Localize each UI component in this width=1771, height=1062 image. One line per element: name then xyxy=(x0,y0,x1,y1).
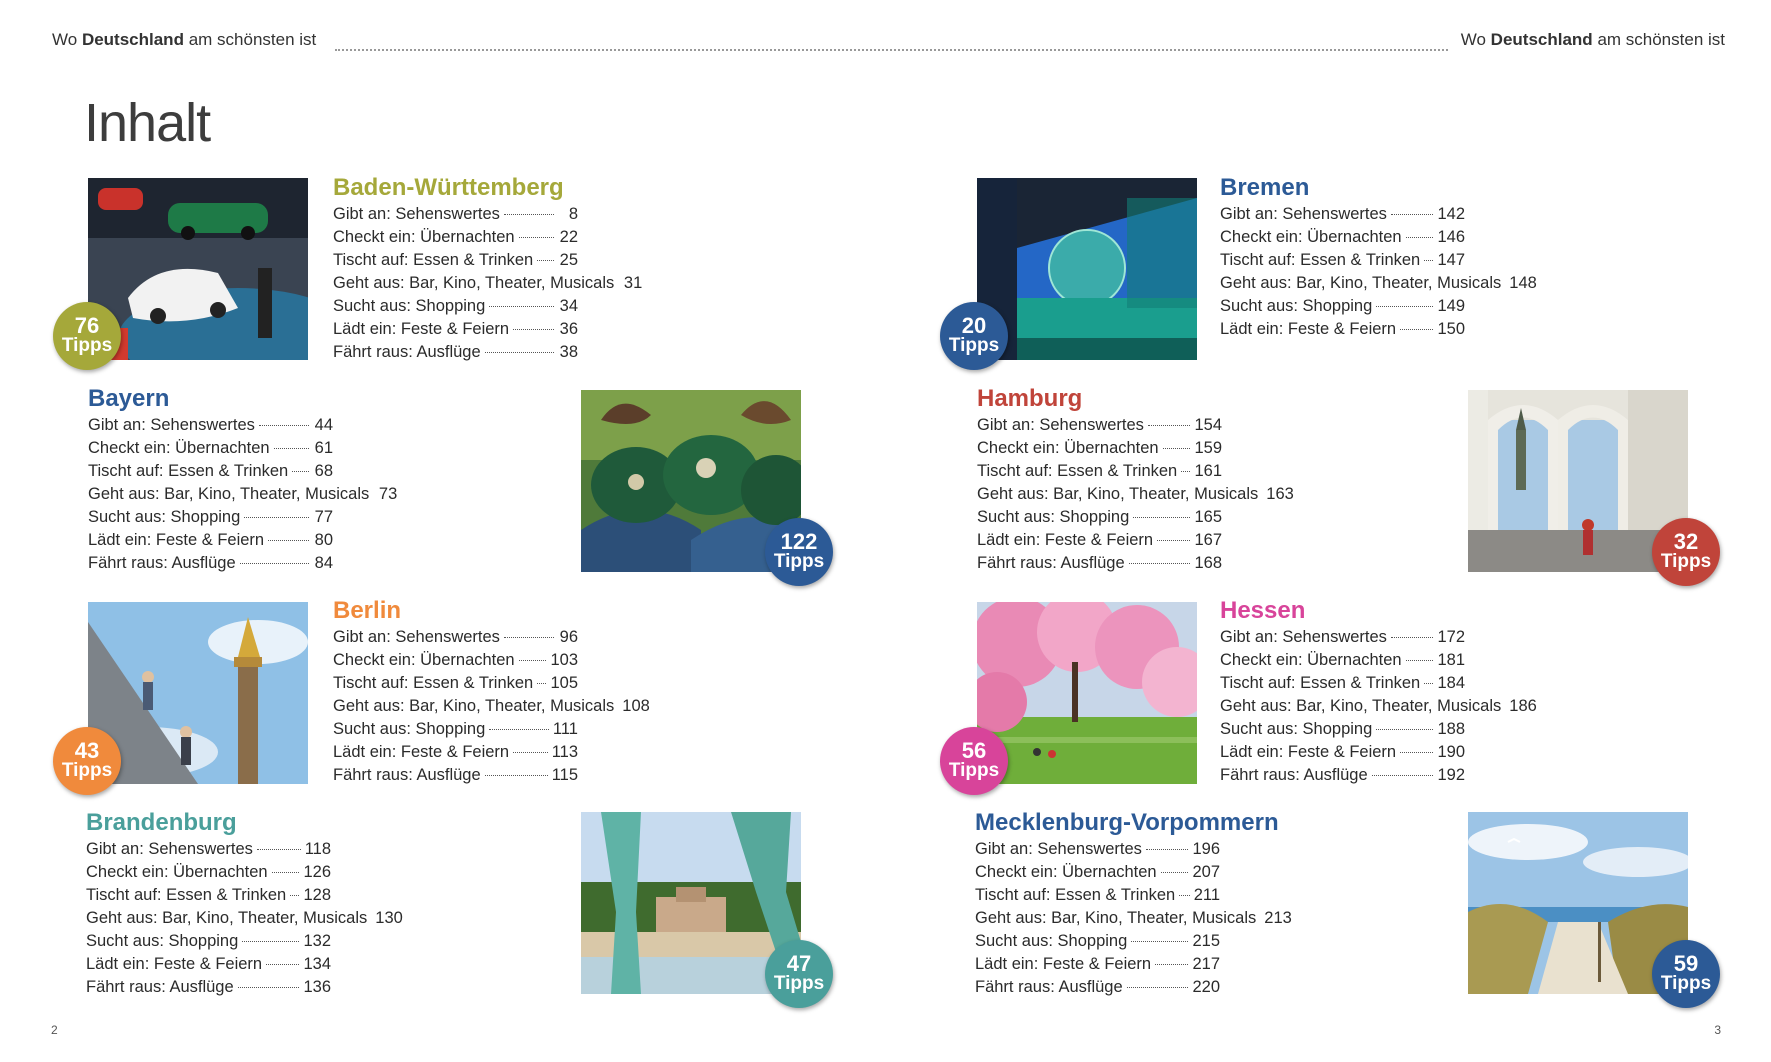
toc-entry[interactable]: Gibt an: Sehenswertes 154 xyxy=(977,416,1222,434)
toc-entry[interactable]: Sucht aus: Shopping 215 xyxy=(975,932,1220,950)
toc-entry[interactable]: Sucht aus: Shopping 149 xyxy=(1220,297,1465,315)
toc-entry[interactable]: Sucht aus: Shopping 165 xyxy=(977,508,1222,526)
toc-entry[interactable]: Tischt auf: Essen & Trinken 184 xyxy=(1220,674,1465,692)
toc-entry[interactable]: Tischt auf: Essen & Trinken 105 xyxy=(333,674,578,692)
tipps-badge: 47 Tipps xyxy=(765,940,833,1008)
toc-entry[interactable]: Gibt an: Sehenswertes 96 xyxy=(333,628,578,646)
page-number-left: 2 xyxy=(51,1023,58,1037)
toc-entry[interactable]: Geht aus: Bar, Kino, Theater, Musicals 213 xyxy=(975,909,1292,927)
header-dotted-rule xyxy=(335,49,1448,51)
toc-entry[interactable]: Fährt raus: Ausflüge 168 xyxy=(977,554,1222,572)
toc-entry[interactable]: Lädt ein: Feste & Feiern 134 xyxy=(86,955,331,973)
toc-entry[interactable]: Lädt ein: Feste & Feiern 113 xyxy=(333,743,578,761)
toc-list xyxy=(1220,626,1537,787)
toc-entry[interactable]: Checkt ein: Übernachten 159 xyxy=(977,439,1222,457)
toc-entry[interactable]: Gibt an: Sehenswertes 118 xyxy=(86,840,331,858)
toc-entry[interactable]: Sucht aus: Shopping 34 xyxy=(333,297,578,315)
toc-entry[interactable]: Fährt raus: Ausflüge 192 xyxy=(1220,766,1465,784)
toc-list xyxy=(977,414,1294,575)
region-hessen xyxy=(1220,596,1537,787)
toc-entry[interactable]: Checkt ein: Übernachten 22 xyxy=(333,228,578,246)
toc-list xyxy=(975,838,1292,999)
region-title: Baden-Württemberg xyxy=(333,174,564,201)
running-header-left: Wo Deutschland am schönsten ist xyxy=(52,30,317,49)
tipps-badge: 32 Tipps xyxy=(1652,518,1720,586)
region-baden-wuerttemberg xyxy=(333,173,643,364)
toc-entry[interactable]: Geht aus: Bar, Kino, Theater, Musicals 73 xyxy=(88,485,398,503)
toc-entry[interactable]: Gibt an: Sehenswertes 8 xyxy=(333,205,578,223)
toc-entry[interactable]: Tischt auf: Essen & Trinken 161 xyxy=(977,462,1222,480)
toc-entry[interactable]: Fährt raus: Ausflüge 84 xyxy=(88,554,333,572)
region-bayern xyxy=(88,384,398,575)
region-title: Bayern xyxy=(88,385,170,412)
tipps-badge: 59 Tipps xyxy=(1652,940,1720,1008)
toc-entry[interactable]: Checkt ein: Übernachten 207 xyxy=(975,863,1220,881)
tipps-badge: 20 Tipps xyxy=(940,302,1008,370)
tipps-badge: 122 Tipps xyxy=(765,518,833,586)
toc-entry[interactable]: Sucht aus: Shopping 111 xyxy=(333,720,578,738)
toc-list xyxy=(88,414,398,575)
tipps-badge: 76 Tipps xyxy=(53,302,121,370)
toc-entry[interactable]: Lädt ein: Feste & Feiern 150 xyxy=(1220,320,1465,338)
toc-entry[interactable]: Geht aus: Bar, Kino, Theater, Musicals 108 xyxy=(333,697,650,715)
page-number-right: 3 xyxy=(1714,1023,1721,1037)
photo-victory-column xyxy=(88,602,308,784)
region-title: Bremen xyxy=(1220,174,1310,201)
toc-entry[interactable]: Gibt an: Sehenswertes 172 xyxy=(1220,628,1465,646)
tipps-badge: 43 Tipps xyxy=(53,727,121,795)
toc-entry[interactable]: Sucht aus: Shopping 188 xyxy=(1220,720,1465,738)
toc-entry[interactable]: Geht aus: Bar, Kino, Theater, Musicals 130 xyxy=(86,909,403,927)
toc-list xyxy=(333,203,643,364)
toc-entry[interactable]: Lädt ein: Feste & Feiern 36 xyxy=(333,320,578,338)
toc-entry[interactable]: Checkt ein: Übernachten 181 xyxy=(1220,651,1465,669)
toc-entry[interactable]: Checkt ein: Übernachten 146 xyxy=(1220,228,1465,246)
toc-entry[interactable]: Geht aus: Bar, Kino, Theater, Musicals 31 xyxy=(333,274,643,292)
toc-entry[interactable]: Geht aus: Bar, Kino, Theater, Musicals 148 xyxy=(1220,274,1537,292)
toc-entry[interactable]: Gibt an: Sehenswertes 44 xyxy=(88,416,333,434)
toc-entry[interactable]: Geht aus: Bar, Kino, Theater, Musicals 186 xyxy=(1220,697,1537,715)
toc-entry[interactable]: Lädt ein: Feste & Feiern 80 xyxy=(88,531,333,549)
toc-list xyxy=(333,626,650,787)
region-title: Berlin xyxy=(333,597,402,624)
photo-cherry-blossoms xyxy=(977,602,1197,784)
region-title: Hessen xyxy=(1220,597,1306,624)
toc-entry[interactable]: Checkt ein: Übernachten 103 xyxy=(333,651,578,669)
photo-glass-globe xyxy=(977,178,1197,360)
toc-entry[interactable]: Tischt auf: Essen & Trinken 25 xyxy=(333,251,578,269)
region-hamburg xyxy=(977,384,1294,575)
region-berlin xyxy=(333,596,650,787)
toc-entry[interactable]: Checkt ein: Übernachten 61 xyxy=(88,439,333,457)
toc-entry[interactable]: Lädt ein: Feste & Feiern 190 xyxy=(1220,743,1465,761)
toc-entry[interactable]: Tischt auf: Essen & Trinken 128 xyxy=(86,886,331,904)
toc-entry[interactable]: Fährt raus: Ausflüge 136 xyxy=(86,978,331,996)
region-title: Mecklenburg-Vorpommern xyxy=(975,809,1279,836)
toc-entry[interactable]: Geht aus: Bar, Kino, Theater, Musicals 163 xyxy=(977,485,1294,503)
toc-entry[interactable]: Tischt auf: Essen & Trinken 147 xyxy=(1220,251,1465,269)
toc-entry[interactable]: Tischt auf: Essen & Trinken 211 xyxy=(975,886,1220,904)
region-bremen xyxy=(1220,173,1537,341)
toc-list xyxy=(86,838,403,999)
region-brandenburg xyxy=(86,808,403,999)
toc-entry[interactable]: Sucht aus: Shopping 77 xyxy=(88,508,333,526)
toc-entry[interactable]: Sucht aus: Shopping 132 xyxy=(86,932,331,950)
toc-entry[interactable]: Lädt ein: Feste & Feiern 217 xyxy=(975,955,1220,973)
tipps-badge: 56 Tipps xyxy=(940,727,1008,795)
running-header-right: Wo Deutschland am schönsten ist xyxy=(1460,30,1725,49)
page-title: Inhalt xyxy=(84,93,211,153)
toc-entry[interactable]: Lädt ein: Feste & Feiern 167 xyxy=(977,531,1222,549)
toc-entry[interactable]: Gibt an: Sehenswertes 142 xyxy=(1220,205,1465,223)
toc-entry[interactable]: Checkt ein: Übernachten 126 xyxy=(86,863,331,881)
region-title: Hamburg xyxy=(977,385,1083,412)
region-title: Brandenburg xyxy=(86,809,237,836)
toc-entry[interactable]: Fährt raus: Ausflüge 38 xyxy=(333,343,578,361)
toc-entry[interactable]: Gibt an: Sehenswertes 196 xyxy=(975,840,1220,858)
toc-list xyxy=(1220,203,1537,341)
photo-oldtimer-cars xyxy=(88,178,308,360)
toc-entry[interactable]: Fährt raus: Ausflüge 220 xyxy=(975,978,1220,996)
toc-entry[interactable]: Tischt auf: Essen & Trinken 68 xyxy=(88,462,333,480)
region-mecklenburg-vorpommern xyxy=(975,808,1292,999)
toc-entry[interactable]: Fährt raus: Ausflüge 115 xyxy=(333,766,578,784)
